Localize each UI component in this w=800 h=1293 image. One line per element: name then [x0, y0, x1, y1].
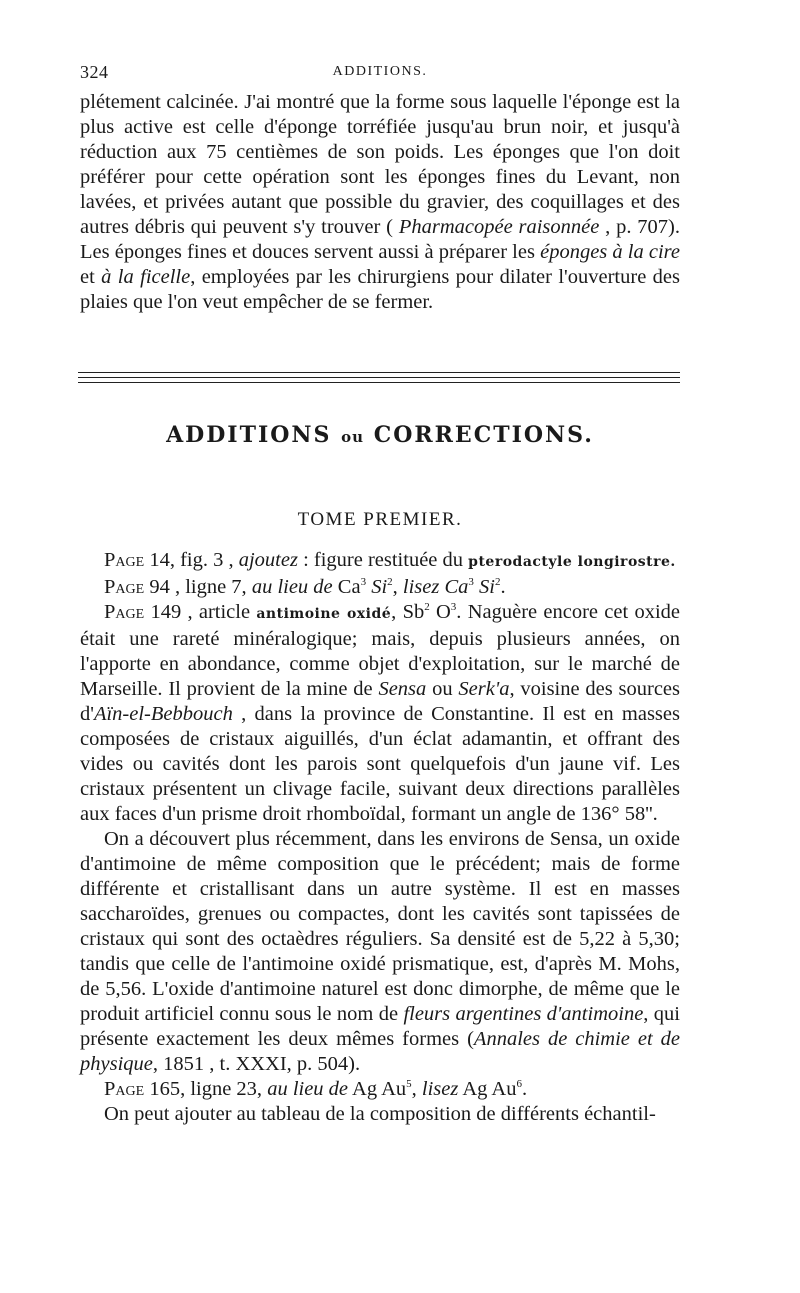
italic-term: au lieu de [251, 576, 333, 598]
text-run: Ca [332, 576, 361, 598]
text-run: , qui présente exactement les deux mêmes formes ( [80, 1003, 680, 1050]
text-run: et [80, 266, 102, 288]
text-run: 14, fig. 3 , [144, 549, 239, 571]
text-run: Ag Au [458, 1078, 517, 1100]
title-conjunction: ou [341, 428, 365, 446]
text-run: , p. 707). Les éponges fines et douces servent aussi à préparer les [80, 216, 680, 263]
italic-term: lisez [421, 1078, 459, 1100]
title-part: CORRECTIONS. [373, 422, 594, 448]
entry-page-165 [80, 1077, 680, 1102]
superscript: 5 [406, 1078, 412, 1091]
superscript: 3 [468, 576, 474, 589]
superscript: 3 [450, 601, 457, 614]
entry-page-94 [80, 575, 680, 600]
text-run: , [411, 1078, 422, 1100]
citation-title: Annales de chimie et de physique [80, 1028, 680, 1075]
text-run: , employées par les chirurgiens pour dilater l'ouverture des plaies que l'on veut empêcher de se fermer. [80, 266, 680, 313]
text-run: . [521, 1078, 528, 1100]
divider-rule [78, 382, 680, 383]
text-run: Ag Au [348, 1078, 407, 1100]
text-run: , voisine des sources d' [80, 678, 680, 725]
title-part: ADDITIONS [166, 422, 332, 448]
formula: Ca [439, 576, 469, 598]
paragraph-sensa [80, 827, 680, 1077]
superscript: 6 [516, 1078, 522, 1091]
paragraph-continuation [80, 1102, 680, 1127]
italic-term: à la ficelle [101, 266, 191, 288]
formula: Si [473, 576, 495, 598]
formula: Si [366, 576, 388, 598]
corrections-body [80, 548, 680, 1127]
page-label: Page [104, 1078, 145, 1100]
text-run: , 1851 , t. XXXI, p. 504). [152, 1053, 361, 1075]
paragraph-sponges [80, 90, 680, 315]
superscript: 2 [494, 576, 501, 589]
text-run: 149 , article [144, 601, 257, 623]
place-name: Aïn-el-Bebbouch [93, 703, 233, 725]
text-run: , [392, 576, 403, 598]
superscript: 3 [360, 576, 367, 589]
superscript: 2 [387, 576, 393, 589]
bold-term: pterodactyle longirostre. [468, 554, 676, 570]
place-name: Serk'a [458, 678, 510, 700]
running-title: ADDITIONS. [332, 64, 428, 79]
text-run: O [429, 601, 451, 623]
citation-title: Pharmacopée raisonnée [398, 216, 600, 238]
page-label: Page [104, 601, 145, 623]
italic-term: ajoutez [238, 549, 298, 571]
text-run: . [500, 576, 506, 598]
bold-term: antimoine oxidé [256, 606, 392, 622]
entry-page-14 [80, 548, 680, 575]
section-title [80, 422, 680, 448]
page-number: 324 [80, 62, 109, 82]
text-run: 165, ligne 23, [144, 1078, 268, 1100]
place-name: Sensa [378, 678, 427, 700]
entry-page-149 [80, 600, 680, 827]
page-label: Page [104, 576, 145, 598]
volume-heading: TOME PREMIER. [297, 509, 463, 530]
page-header [80, 62, 680, 86]
text-run: plétement calcinée. J'ai montré que la forme sous laquelle l'éponge est la plus active est celle d'éponge torréfiée jusqu'au brun noir, et jusqu'à réduction aux 75 centièmes de son poids. Les éponges que l'on doit préférer pour cette opération sont les éponges fines du Levant, non lavées, et privées autant que possible du gravier, des coquillages et des autres débris qui peuvent s'y trouver ( [80, 91, 680, 238]
text-run: On a découvert plus récemment, dans les environs de Sensa, un oxide d'antimoine de même composition que le précédent; mais de forme différente et cristallisant dans un autre système. Il est en masses saccharoïdes, grenues ou compactes, dont les cavités sont tapissées de cristaux qui sont des octaèdres réguliers. Sa densité est de 5,22 à 5,30; tandis que celle de l'antimoine oxidé prismatique, est, d'après M. Mohs, de 5,56. L'oxide d'antimoine naturel est donc dimorphe, de même que le produit artificiel connu sous le nom de [80, 828, 680, 1025]
italic-term: lisez [402, 576, 440, 598]
page-label: Page [104, 549, 145, 571]
text-run: ou [426, 678, 459, 700]
text-run: 94 , ligne 7, [144, 576, 252, 598]
text-run: , dans la province de Constantine. Il est en masses composées de cristaux aiguillés, d'un éclat adamantin, et offrant des vides ou cavités dont les parois sont quelquefois d'un jaune vif. Les cristaux présentent un clivage facile, suivant deux directions parallèles aux faces d'un prisme droit rhomboïdal, formant un angle de 136° 58''. [80, 703, 680, 825]
superscript: 2 [424, 601, 430, 614]
divider-rule [78, 377, 680, 378]
text-run: On peut ajouter au tableau de la composition de différents échantil- [104, 1103, 656, 1125]
divider-rule [78, 372, 680, 373]
text-run: . Naguère encore cet oxide était une rareté minéralogique; mais, depuis plusieurs années, on l'apporte en abondance, comme objet d'exploitation, sur le marché de Marseille. Il provient de la mine de [80, 601, 680, 700]
italic-term: fleurs argentines d'antimoine [403, 1003, 644, 1025]
italic-term: au lieu de [267, 1078, 349, 1100]
italic-term: éponges à la cire [540, 241, 680, 263]
text-run: , Sb [391, 601, 425, 623]
text-run: : figure restituée du [297, 549, 469, 571]
